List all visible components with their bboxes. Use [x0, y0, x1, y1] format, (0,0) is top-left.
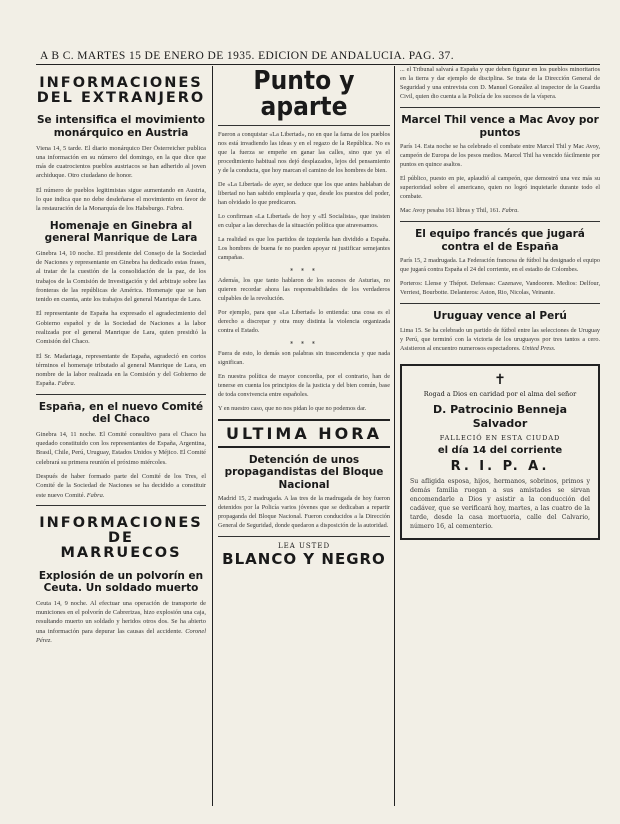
ad-blanco-y-negro: BLANCO Y NEGRO [222, 550, 386, 569]
article-signature: Fabra. [166, 205, 184, 213]
article-body: Fuera de esto, lo demás son palabras sin trascendencia y que nada significan. [218, 349, 390, 366]
obituary-box [400, 364, 600, 540]
article-body: El número de pueblos legitimistas sigue aumentando en Austria, lo que indica que no debe desdeñarse el movimiento en favor de la restauración de la Monarquía de los Habsburgo. Fabra. [36, 186, 206, 213]
divider [218, 125, 390, 126]
separator-dots: * * * [290, 340, 318, 348]
headline-ginebra: Homenaje en Ginebra al general Manrique de Lara [44, 219, 198, 245]
headline-ceuta: Explosión de un polvorín en Ceuta. Un soldado muerto [38, 569, 204, 595]
article-body: París 14. Esta noche se ha celebrado el combate entre Marcel Thil y Mac Avoy, campeón de Europa de los pesos medios. Marcel Thil ha vencido fácilmente por puntos en quince asaltos. [400, 143, 600, 169]
divider [400, 107, 600, 108]
article-body: Ginebra 14, 11 noche. El Comité consultivo para el Chaco ha quedado constituido con los representantes de España, Argentina, Brasil, Chile, Perú, Uruguay, Estados Unidos y Méjico. El Comité celebrará su primera reunión el próximo miércoles. [36, 430, 206, 466]
article-signature: Fabra. [86, 491, 105, 499]
article-body: La realidad es que los partidos de izquierda han dividido a España. Los hombres de buena fe no pueden apoyar ni justificar semejantes campañas. [218, 235, 390, 261]
header-rule [36, 64, 600, 65]
article-body: Lima 15. Se ha celebrado un partido de fútbol entre las selecciones de Uruguay y Perú, que terminó con la victoria de los uruguayos por tres tantos a cero. Asistieron al encuentro numerosos espectadores. United Press. [400, 326, 600, 352]
article-body: Madrid 15, 2 madrugada. A las tres de la madrugada de hoy fueron detenidos por la Policía varios jóvenes que se dedicaban a repartir propaganda del Bloque Nacional. Fueron conducidos a la Dirección General de Seguridad, donde quedaron a disposición de la autoridad. [218, 495, 390, 530]
divider [400, 303, 600, 304]
article-body: Ginebra 14, 10 noche. El presidente del Consejo de la Sociedad de Naciones y representante en Ginebra ha dedicado estas frases, al tratar de la cuestión de la consolidación de la paz, de los trabajos de la Comisión de Investigación y del arbitraje sobre las fronteras de las repúblicas de América. Homenaje que se han tenido en cuenta, ante los trabajos del general Manrique de Lara. [36, 249, 206, 304]
cross-icon: ✝ [494, 371, 506, 388]
article-body: De «La Libertad» de ayer, se deduce que los que antes hablaban de libertad no han sabido emplearla y que, desde los puestos del poder, han olvidado lo que predicaron. [218, 180, 390, 206]
column-divider-1 [212, 66, 213, 806]
headline-chaco: España, en el nuevo Comité del Chaco [38, 400, 204, 426]
separator-dots: * * * [290, 267, 318, 275]
article-body: Fueron a conquistar «La Libertad», no en que la fama de los pueblos nos está invadiendo las ideas y en el regazo de la República. No es que la fuerza se empeñe en ganar las calles, sino que ya el procedimiento habitual nos dejó desplazados, lejos del pensamiento y de la conducta, que hoy marcan el camino de los hombres de bien. [218, 131, 390, 174]
headline-uruguay: Uruguay vence al Perú [433, 310, 567, 323]
section-title-extranjero: INFORMACIONES DEL EXTRANJERO [36, 75, 206, 107]
obituary-text: Su afligida esposa, hijos, hermanos, sobrinos, primos y demás familia ruegan a sus amistades se sirvan encomendarle a Dios y asistir a la conducción del cadáver, que se verificará hoy, martes, a las cuatro de la tarde, desde la casa mortuoria, calle del Calvario, número 16, al cementerio. [410, 477, 590, 530]
headline-bloque-nacional: Detención de unos propagandistas del Bloque Nacional [224, 453, 384, 491]
article-body: El público, puesto en pie, aplaudió al campeón, que demostró una vez más su superioridad sobre el americano, quien no logró inquietarle durante todo el combate. [400, 175, 600, 201]
obituary-died-in: FALLECIÓ EN ESTA CIUDAD [439, 433, 561, 442]
divider [36, 394, 206, 395]
article-body: Porteros: Llense y Thépot. Defensas: Cazenave, Vandooren. Medios: Delfour, Verriest, Bourbotte. Delanteros: Aston, Rio, Nicolas, Veinante. [400, 280, 600, 297]
article-body: Ceuta 14, 9 noche. Al efectuar una operación de transporte de municiones en el polvorín de Cabrerizas, hizo explosión una caja, resultando muerto un soldado y heridos otros dos. Se ha abierto una información para depurar las causas del accidente. Coronel Pérez. [36, 599, 206, 644]
divider [400, 221, 600, 222]
banner-punto-y-aparte: Punto y aparte [253, 66, 355, 122]
article-signature: United Press. [522, 344, 556, 352]
article-body: El Sr. Madariaga, representante de España, agradeció en cortos términos el homenaje tributado al general Manrique de Lara, en nombre de la labor realizada en la Comisión y del Gobierno de España. Fabra. [36, 352, 206, 388]
article-body: Lo confirman «La Libertad» de hoy y «El Socialista», que insisten en culpar a las derechas de la situación política que atravesamos. [218, 212, 390, 229]
article-body: Y en nuestro caso, que no nos pidan lo que no podemos dar. [218, 404, 367, 412]
article-body: Viena 14, 5 tarde. El diario monárquico Der Österreicher publica una información en su número del domingo, en la que dice que más de cuatrocientos pueblos austriacos se han adherido al joven archiduque. Otro ciudadano de honor. [36, 144, 206, 180]
column-3 [400, 66, 600, 540]
article-body: Mac Avoy pesaba 161 libras y Thil, 161. Fabra. [400, 207, 519, 215]
article-body: Además, los que tanto hablaron de los sucesos de Asturias, no quieren recordar ahora las responsabilidades de los verdaderos culpables de la revolución. [218, 276, 390, 302]
divider [218, 536, 390, 537]
ultima-hora-title: ULTIMA HORA [218, 419, 390, 448]
section-title-marruecos: INFORMACIONES DE MARRUECOS [39, 514, 203, 562]
page-header: A B C. MARTES 15 DE ENERO DE 1935. EDICION DE ANDALUCIA. PAG. 37. [40, 50, 454, 62]
obituary-name: D. Patrocinio Benneja Salvador [432, 403, 567, 430]
article-signature: Fabra. [57, 380, 76, 388]
column-2 [218, 66, 390, 568]
headline-austria: Se intensifica el movimiento monárquico en Austria [37, 114, 205, 140]
obituary-intro: Rogad a Dios en caridad por el alma del señor [423, 389, 577, 398]
headline-thil: Marcel Thil vence a Mac Avoy por puntos [401, 113, 599, 139]
article-body: Después de haber formado parte del Comité de los Tres, el Comité de la Sociedad de Naciones se ha decidido a constituir este nuevo Comité. Fabra. [36, 473, 206, 499]
divider [36, 505, 206, 506]
ad-lea-usted: LEA USTED [277, 542, 331, 551]
article-signature: Coronel Pérez. [36, 627, 206, 644]
article-signature: Fabra. [501, 207, 519, 215]
column-1 [36, 66, 206, 650]
headline-equipo-frances: El equipo francés que jugará contra el de España [415, 228, 585, 253]
obituary-date: el día 14 del corriente [437, 444, 563, 456]
article-body: Por ejemplo, para que «La Libertad» lo entienda: una cosa es el derecho a discrepar y otra muy distinta la violencia organizada contra el Estado. [218, 308, 390, 334]
column-divider-2 [394, 66, 395, 806]
obituary-rip: R. I. P. A. [450, 458, 550, 474]
article-body: ... el Tribunal salvará a España y que deben figurar en los pueblos minoritarios en la tierra y dar ejemplo de disciplina. Se trata de la Dirección General de Seguridad y una entrevista con D. Manuel González al inspector de la Guardia Civil, quien dio cuenta a la Policía de los sucesos de la víspera. [400, 66, 600, 100]
article-body: El representante de España ha expresado el agradecimiento del Gobierno español y de la Sociedad de Naciones a la labor realizada por el general Manrique de Lara, quien presidió la Comisión del Chaco. [36, 310, 206, 346]
article-body: En nuestra política de mayor concordia, por el contrario, han de tenerse en cuenta los principios de la justicia y del bien común, base de toda convivencia entre españoles. [218, 372, 390, 398]
article-body: París 15, 2 madrugada. La Federación francesa de fútbol ha designado el equipo que jugará contra España el 24 del corriente, en el estadio de Colombes. [400, 257, 600, 274]
